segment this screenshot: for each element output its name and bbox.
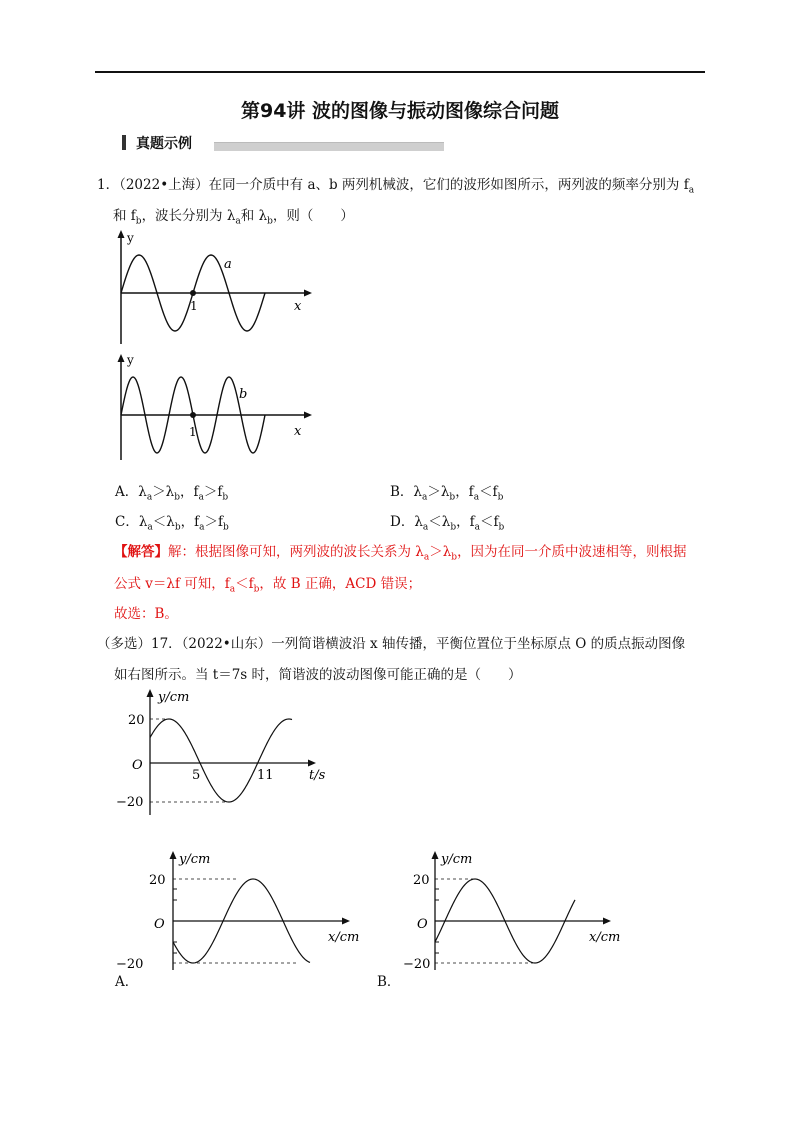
opt-a-origin: O (154, 917, 165, 932)
q1-graph-b (105, 352, 320, 464)
graph-b-x-label: x (294, 424, 302, 439)
option-a-letter[interactable]: A． (115, 974, 139, 990)
choice-b[interactable]: B．$\lambda_a>\lambda_b$，$f_a<f_b$ (390, 484, 504, 503)
graph-b-x-arrow (304, 412, 312, 419)
opt-b-y-bottom: −20 (403, 957, 431, 972)
opt-a-y-arrow (170, 851, 177, 859)
q1-stem-line2: 和 $f_b$，波长分别为 $\lambda_a$和 $\lambda_b$，则（ ） (113, 208, 354, 227)
page-title: 第94讲 波的图像与振动图像综合问题 (240, 100, 560, 122)
graph-b-curve-label: b (239, 387, 248, 402)
graph-b-tick: 1 (189, 425, 197, 439)
q1-stem-line1: 1．（2022•上海）在同一介质中有 a、b 两列机械波，它们的波形如图所示，两列波的频率分别为 $f_a$ (97, 177, 695, 196)
vib-tick-11: 11 (257, 768, 274, 783)
q17-option-a-graph[interactable] (110, 845, 375, 975)
graph-a-point (190, 290, 196, 296)
opt-b-y-top: 20 (413, 873, 430, 888)
vib-y-bottom: −20 (116, 795, 144, 810)
graph-a-curve-label: a (224, 257, 232, 272)
q17-vibration-graph (110, 685, 340, 820)
answer-line3: 故选：B。 (114, 606, 178, 622)
top-rule (95, 71, 705, 73)
vib-y-top: 20 (128, 713, 145, 728)
graph-a-y-label: y (127, 231, 134, 245)
opt-b-x-arrow (603, 918, 611, 925)
opt-a-y-top: 20 (149, 873, 166, 888)
opt-a-x-label: x/cm (328, 930, 360, 945)
choice-c[interactable]: C．$\lambda_a<\lambda_b$，$f_a>f_b$ (115, 514, 229, 533)
vib-x-label: t/s (309, 768, 326, 783)
option-b-letter[interactable]: B． (377, 974, 401, 990)
opt-a-y-bottom: −20 (116, 957, 144, 972)
vib-x-arrow (308, 760, 316, 767)
vib-y-label: y/cm (158, 690, 190, 705)
q17-stem-line1: （多选）17．（2022•山东）一列简谐横波沿 x 轴传播，平衡位置位于坐标原点 O 的质点振动图像 (97, 636, 686, 652)
opt-b-x-label: x/cm (589, 930, 621, 945)
graph-a-y-arrow (118, 230, 125, 238)
graph-a-x-arrow (304, 290, 312, 297)
answer-line2: 公式 v＝λf 可知，$f_a<f_b$，故 B 正确，ACD 错误； (114, 576, 422, 595)
q17-stem-line2: 如右图所示。当 t＝7s 时，简谐波的波动图像可能正确的是（ ） (114, 667, 522, 683)
q1-graph-a (105, 228, 320, 346)
vib-wave (150, 719, 292, 802)
opt-a-x-arrow (342, 918, 350, 925)
graph-b-y-arrow (118, 354, 125, 362)
section-marker (122, 135, 126, 150)
vib-origin: O (132, 758, 143, 773)
opt-b-y-arrow (432, 851, 439, 859)
opt-b-origin: O (417, 917, 428, 932)
choice-a[interactable]: A．$\lambda_a>\lambda_b$，$f_a>f_b$ (115, 484, 229, 503)
graph-a-x-label: x (294, 299, 302, 314)
vib-y-arrow (147, 689, 154, 697)
section-bar (214, 142, 444, 151)
q17-option-b-graph[interactable] (375, 845, 640, 975)
section-label: 真题示例 (136, 136, 192, 152)
graph-b-y-label: y (127, 353, 134, 367)
vib-tick-5: 5 (192, 768, 201, 783)
answer-line1: 【解答】解：根据图像可知，两列波的波长关系为 $\lambda_a>\lambda_b$，因为在同一介质中波速相等，则根据 (114, 544, 687, 563)
choice-d[interactable]: D．$\lambda_a<\lambda_b$，$f_a<f_b$ (390, 514, 505, 533)
opt-a-y-label: y/cm (179, 852, 211, 867)
graph-a-tick: 1 (190, 299, 198, 313)
opt-b-y-label: y/cm (441, 852, 473, 867)
graph-b-point (190, 412, 196, 418)
